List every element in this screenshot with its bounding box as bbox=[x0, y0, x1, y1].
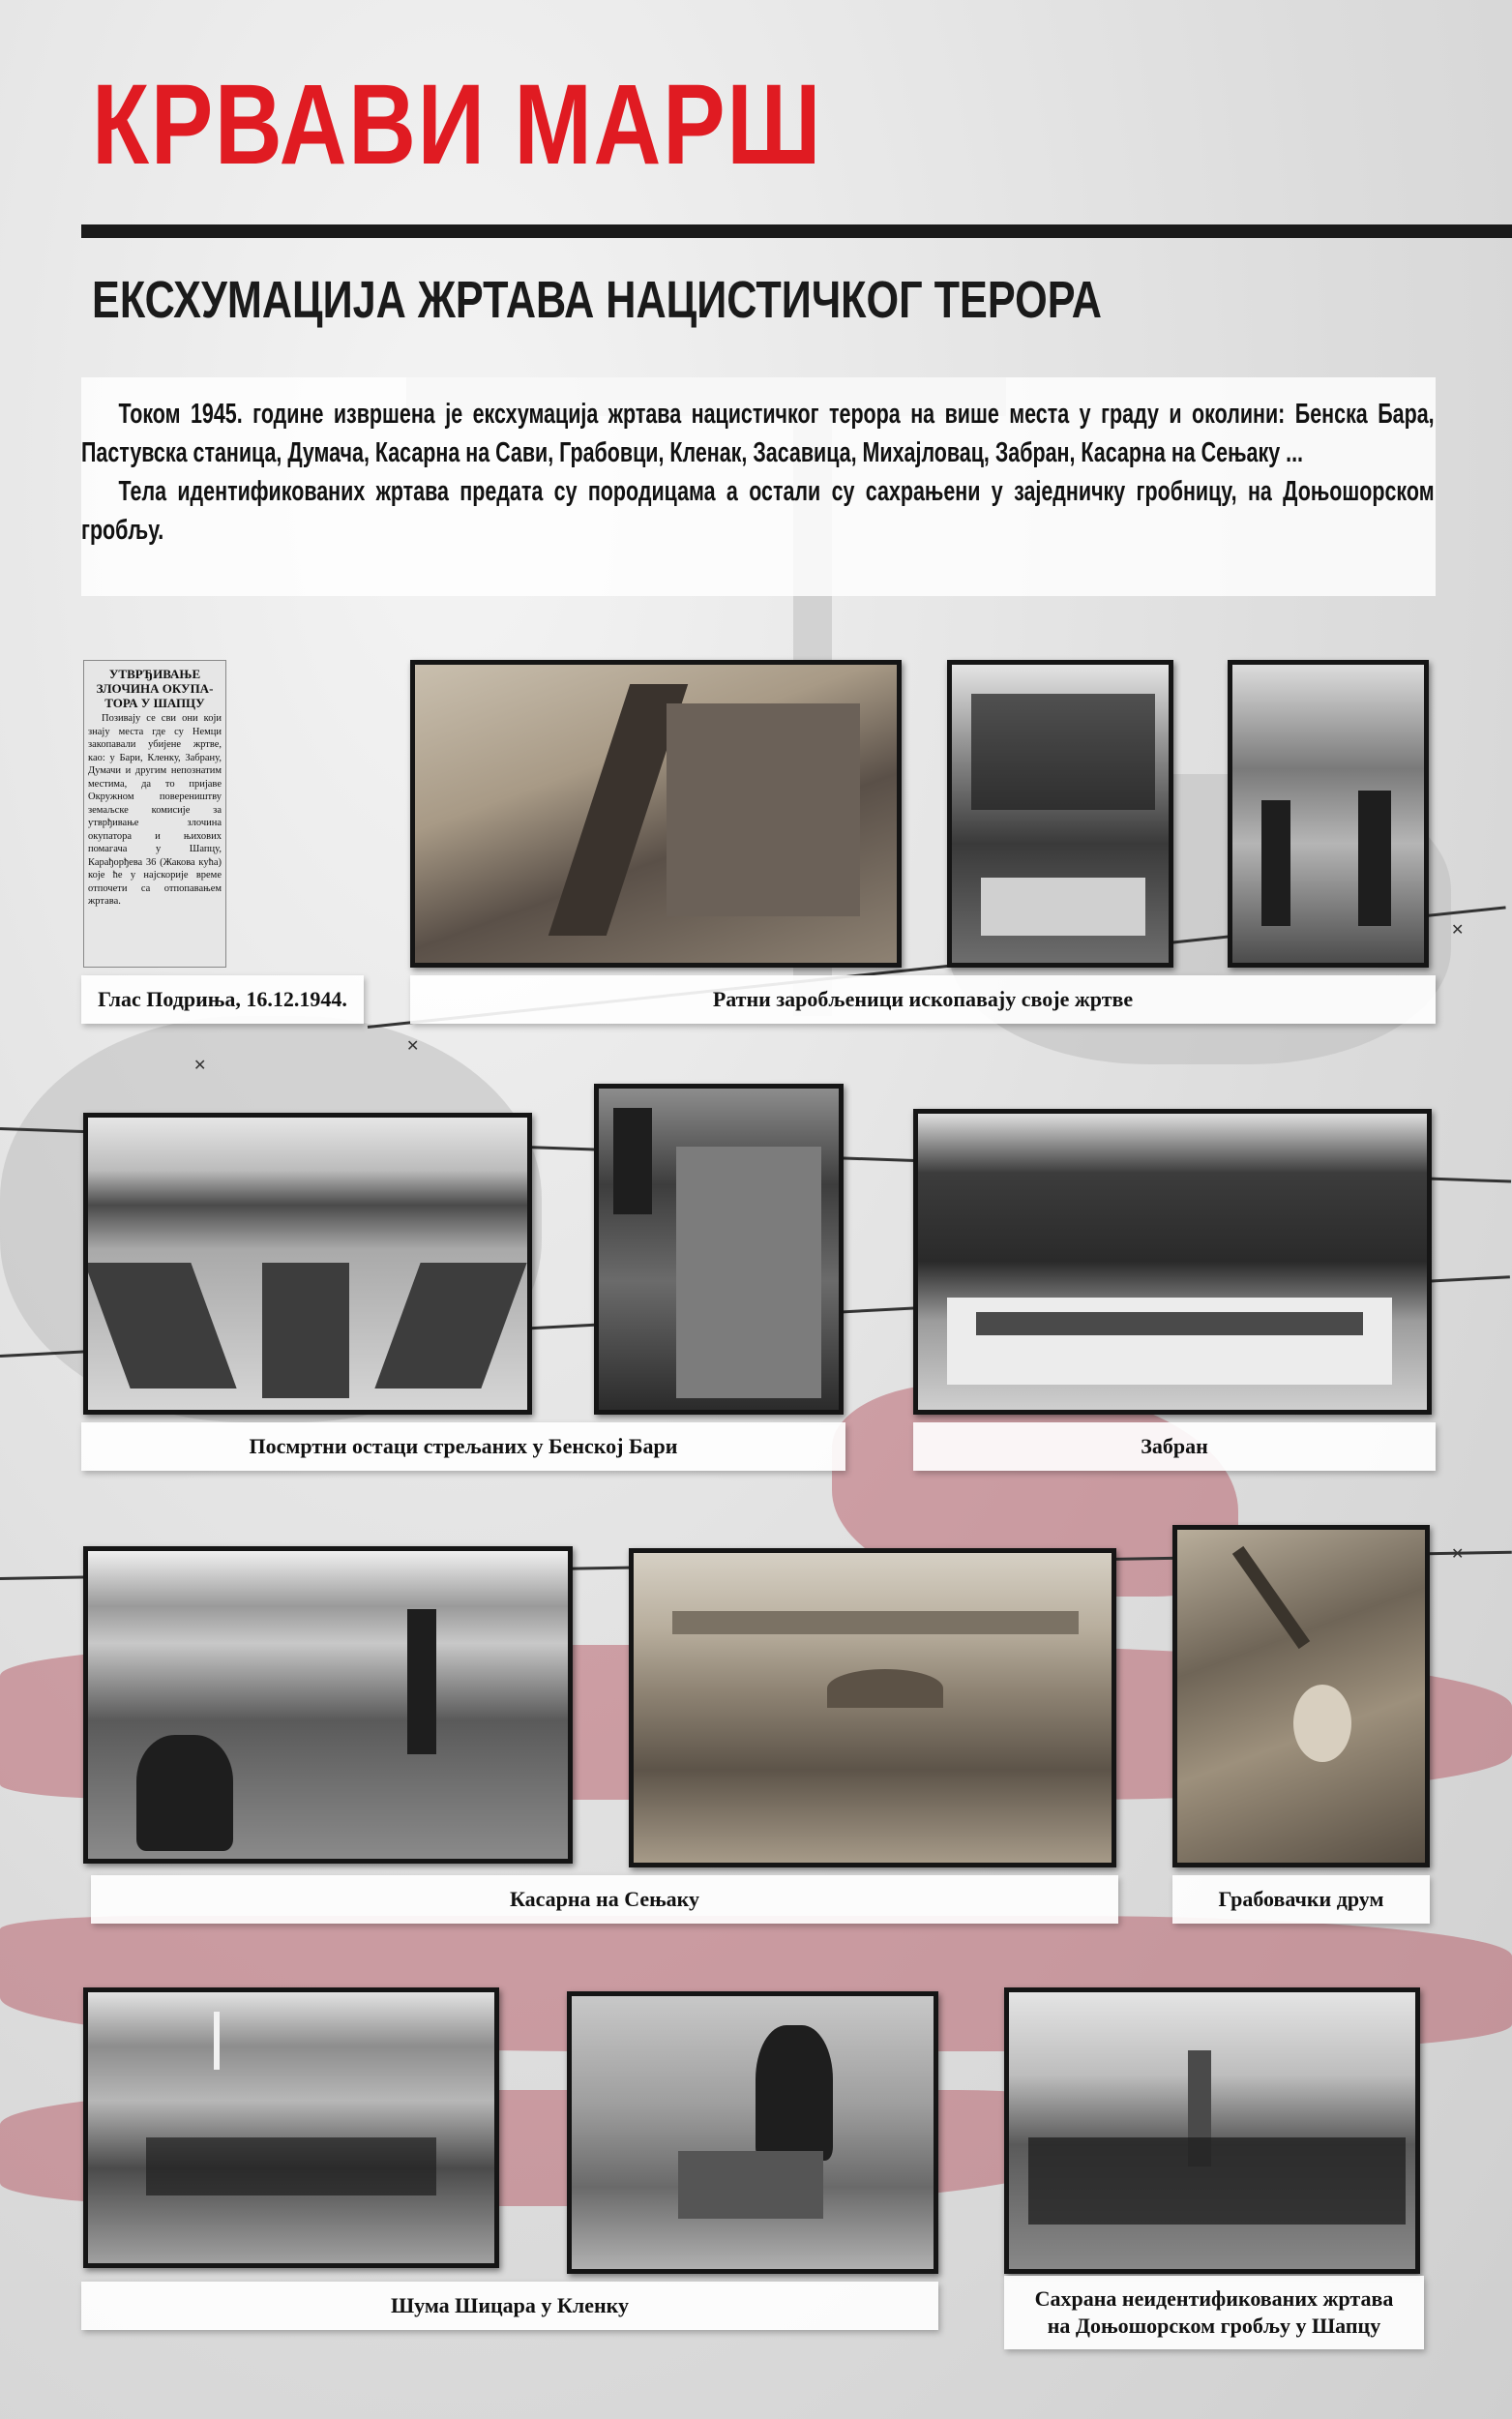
photo-klenak-forest bbox=[83, 1987, 499, 2268]
intro-box bbox=[81, 377, 1436, 596]
caption-prisoners: Ратни заробљеници ископавају своје жртве bbox=[410, 975, 1436, 1024]
photo-benska-bara-rows bbox=[83, 1113, 532, 1415]
barb-icon: ✕ bbox=[1451, 922, 1465, 939]
newspaper-clipping bbox=[83, 660, 226, 968]
page-title: КРВАВИ МАРШ bbox=[92, 61, 823, 189]
caption-klenak: Шума Шицара у Кленку bbox=[81, 2282, 938, 2330]
caption-newspaper: Глас Подриња, 16.12.1944. bbox=[81, 975, 364, 1024]
photo-zabran-coffins bbox=[913, 1109, 1432, 1415]
intro-text bbox=[81, 395, 1435, 550]
photo-woman-kneeling bbox=[567, 1991, 938, 2274]
caption-kasarna: Касарна на Сењаку bbox=[91, 1875, 1118, 1924]
photo-cemetery-burial bbox=[1004, 1987, 1420, 2274]
intro-paragraph: Током 1945. године извршена је ексхумација жртава нацистичког терора на више места у граду и околини: Бенска Бара, Пастувска станица, Думача, Касарна на Сави, Грабовци, Кленак, Засавица, Михајловац, Забран, Касарна на Сењаку ... bbox=[81, 399, 1435, 468]
title-rule bbox=[81, 224, 1512, 238]
caption-zabran: Забран bbox=[913, 1422, 1436, 1471]
photo-grabovacki-remains bbox=[1172, 1525, 1430, 1867]
photo-bodies-in-pit bbox=[594, 1084, 844, 1415]
caption-grabovacki: Грабовачки друм bbox=[1172, 1875, 1430, 1924]
page-subtitle: ЕКСХУМАЦИЈА ЖРТАВА НАЦИСТИЧКОГ ТЕРОРА bbox=[92, 271, 1102, 329]
barb-icon: ✕ bbox=[193, 1058, 207, 1074]
barb-icon: ✕ bbox=[1451, 1546, 1465, 1563]
newspaper-body: Позивају се сви они који знају места где су Немци закопавали убијене жртве, као: у Бари, Кленку, Забрану, Думачи и другим непознатим местима, да то пријаве Окружном повереништву земаљске комисије за утврђивање злочина окупатора и њихових помагача у Шапцу, Карађорђева 36 (Жакова кућа) које ће у најскорије време отпочети са отпопавањем жртава. bbox=[88, 713, 222, 907]
caption-sahrana-line1: Сахрана неидентификованих жртава bbox=[1034, 2286, 1394, 2311]
caption-benska-bara: Посмртни остаци стрељаних у Бенској Бари bbox=[81, 1422, 845, 1471]
caption-sahrana-line2: на Доњошорском гробљу у Шапцу bbox=[1047, 2314, 1381, 2338]
newspaper-headline: УТВРЂИВАЊЕ ЗЛОЧИНА ОКУПА-ТОРА У ШАПЦУ bbox=[96, 667, 214, 710]
photo-trench-excavation bbox=[410, 660, 902, 968]
photo-women-with-shovels bbox=[1228, 660, 1429, 968]
caption-sahrana bbox=[1004, 2276, 1424, 2349]
photo-crowd-with-bicycle bbox=[947, 660, 1173, 968]
intro-paragraph: Тела идентификованих жртава предата су породицама а остали су сахрањени у заједничку гробницу, на Доњошорском гробљу. bbox=[81, 476, 1435, 546]
photo-kasarna-mourners bbox=[83, 1546, 573, 1864]
photo-kasarna-field bbox=[629, 1548, 1116, 1867]
barb-icon: ✕ bbox=[406, 1038, 420, 1055]
